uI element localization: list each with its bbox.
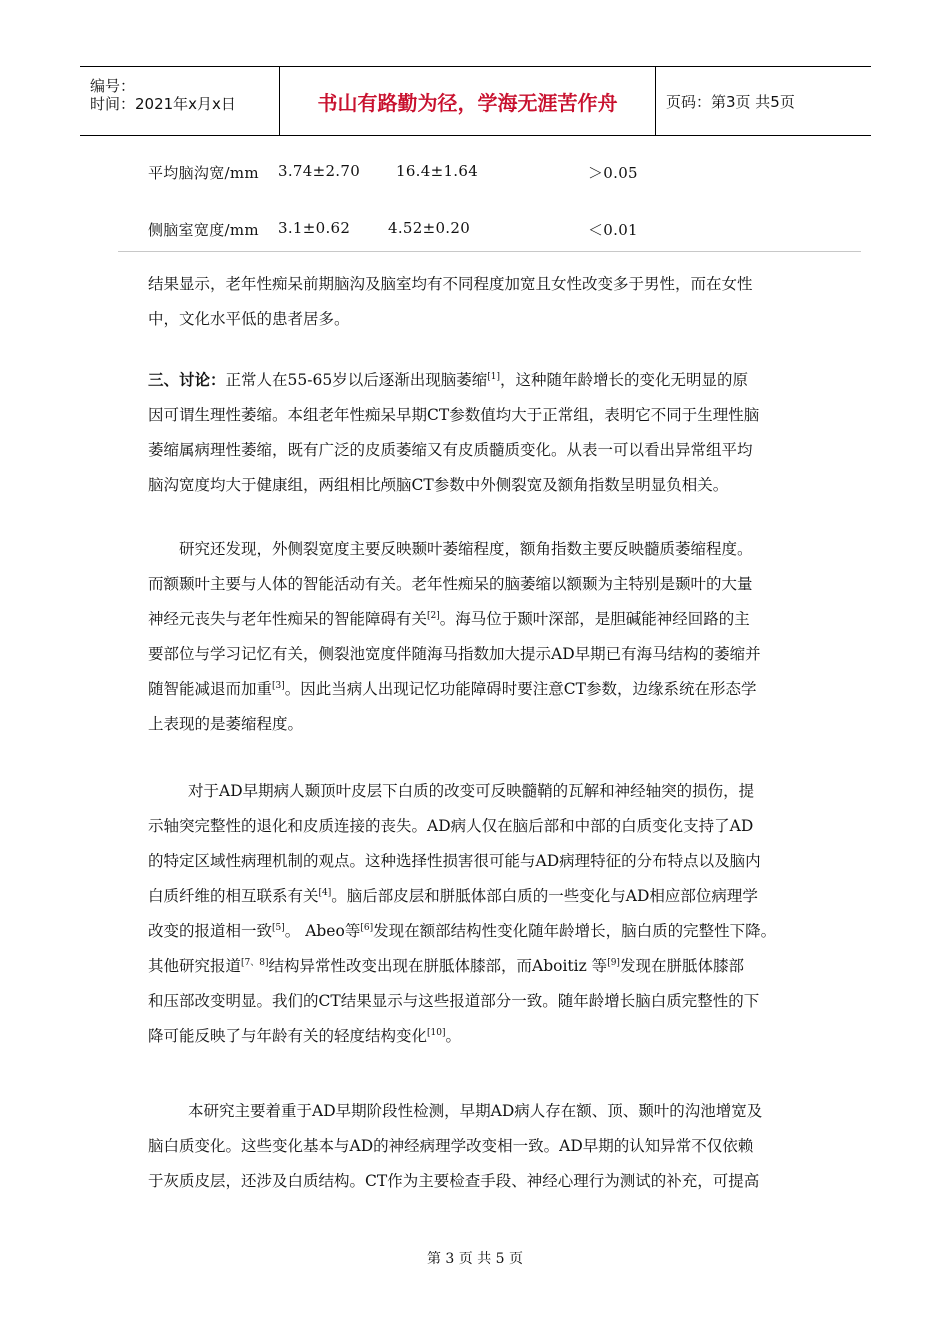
text-segment: 。 Abeo等 (284, 922, 361, 940)
document-header (80, 66, 871, 136)
row-value-1: 3.74±2.70 (278, 162, 361, 180)
row-label: 侧脑室宽度/mm (148, 221, 259, 239)
text-line: 中，文化水平低的患者居多。 (148, 310, 350, 328)
research-paragraph (148, 532, 818, 742)
text-line (148, 879, 818, 914)
text-line: 于灰质皮层，还涉及白质结构。CT作为主要检查手段、神经心理行为测试的补充，可提高 (148, 1172, 760, 1190)
header-page-info: 页码：第3页 共5页 (666, 92, 795, 111)
text-segment: 神经元丧失与老年性痴呆的智能障碍有关 (148, 610, 428, 628)
text-line: 对于AD早期病人颞顶叶皮层下白质的改变可反映髓鞘的瓦解和神经轴突的损伤，提 (188, 782, 755, 800)
citation: [2] (427, 611, 440, 621)
text-line (148, 1019, 818, 1054)
page-footer: 第 3 页 共 5 页 (426, 1251, 524, 1267)
text-segment: 。脑后部皮层和胼胝体部白质的一些变化与AD相应部位病理学 (331, 887, 758, 905)
row-p-value: ＜0.01 (588, 221, 638, 239)
text-line (148, 602, 818, 637)
text-line (148, 914, 818, 949)
table-bottom-rule (118, 251, 861, 252)
citation: [1] (487, 372, 500, 382)
result-paragraph (148, 267, 818, 337)
text-segment: 结构异常性改变出现在胼胝体膝部，而Aboitiz 等 (268, 957, 608, 975)
text-line: 示轴突完整性的退化和皮质连接的丧失。AD病人仅在脑后部和中部的白质变化支持了AD (148, 817, 754, 835)
text-line (148, 949, 818, 984)
text-line: 而额颞叶主要与人体的智能活动有关。老年性痴呆的脑萎缩以额颞为主特别是颞叶的大量 (148, 575, 753, 593)
ad-paragraph (148, 774, 818, 1054)
text-segment: 正常人在55-65岁以后逐渐出现脑萎缩 (225, 371, 488, 389)
text-line: 的特定区域性病理机制的观点。这种选择性损害很可能与AD病理特征的分布特点以及脑内 (148, 852, 761, 870)
text-line: 结果显示，老年性痴呆前期脑沟及脑室均有不同程度加宽且女性改变多于男性，而在女性 (148, 275, 753, 293)
header-meta (80, 67, 280, 135)
discussion-paragraph (148, 363, 818, 503)
text-segment: 。海马位于颞叶深部，是胆碱能神经回路的主 (439, 610, 750, 628)
row-value-2: 4.52±0.20 (388, 219, 471, 237)
text-segment: 白质纤维的相互联系有关 (148, 887, 319, 905)
text-line: 萎缩属病理性萎缩，既有广泛的皮质萎缩又有皮质髓质变化。从表一可以看出异常组平均 (148, 441, 753, 459)
text-line: 本研究主要着重于AD早期阶段性检测，早期AD病人存在额、顶、颞叶的沟池增宽及 (188, 1102, 763, 1120)
text-segment: 。因此当病人出现记忆功能障碍时要注意CT参数，边缘系统在形态学 (284, 680, 757, 698)
header-motto: 书山有路勤为径，学海无涯苦作舟 (280, 67, 656, 135)
text-line: 研究还发现，外侧裂宽度主要反映颞叶萎缩程度，额角指数主要反映髓质萎缩程度。 (179, 540, 753, 558)
text-line: 脑沟宽度均大于健康组，两组相比颅脑CT参数中外侧裂宽及额角指数呈明显负相关。 (148, 476, 729, 494)
citation: [7、8] (241, 958, 269, 968)
text-segment: 降可能反映了与年龄有关的轻度结构变化 (148, 1027, 428, 1045)
row-value-1: 3.1±0.62 (278, 219, 351, 237)
citation: [9] (607, 958, 620, 968)
discussion-heading: 三、讨论： (148, 371, 226, 389)
number-label: 编号： (90, 77, 136, 95)
time-label: 时间：2021年x月x日 (90, 95, 236, 113)
text-line: 和压部改变明显。我们的CT结果显示与这些报道部分一致。随年龄增长脑白质完整性的下 (148, 992, 760, 1010)
text-line: 因可谓生理性萎缩。本组老年性痴呆早期CT参数值均大于正常组，表明它不同于生理性脑 (148, 406, 760, 424)
row-value-2: 16.4±1.64 (396, 162, 479, 180)
citation: [6] (360, 923, 374, 933)
text-line (148, 672, 818, 707)
text-segment: 发现在额部结构性变化随年龄增长，脑白质的完整性下降。 (373, 922, 777, 940)
text-segment: 改变的报道相一致 (148, 922, 273, 940)
focus-paragraph (148, 1094, 818, 1199)
citation: [5] (272, 923, 285, 933)
citation: [10] (427, 1028, 446, 1038)
row-label: 平均脑沟宽/mm (148, 164, 259, 182)
citation: [3] (272, 681, 285, 691)
text-segment: 发现在胼胝体膝部 (619, 957, 744, 975)
row-p-value: ＞0.05 (588, 164, 638, 182)
text-segment: 随智能减退而加重 (148, 680, 273, 698)
text-line: 要部位与学习记忆有关，侧裂池宽度伴随海马指数加大提示AD早期已有海马结构的萎缩并 (148, 645, 761, 663)
text-segment: ，这种随年龄增长的变化无明显的原 (499, 371, 748, 389)
text-line: 上表现的是萎缩程度。 (148, 715, 304, 733)
text-line: 脑白质变化。这些变化基本与AD的神经病理学改变相一致。AD早期的认知异常不仅依赖 (148, 1137, 754, 1155)
text-segment: 。 (445, 1027, 462, 1045)
citation: [4] (318, 888, 332, 898)
text-segment: 其他研究报道 (148, 957, 242, 975)
text-line (148, 363, 818, 398)
